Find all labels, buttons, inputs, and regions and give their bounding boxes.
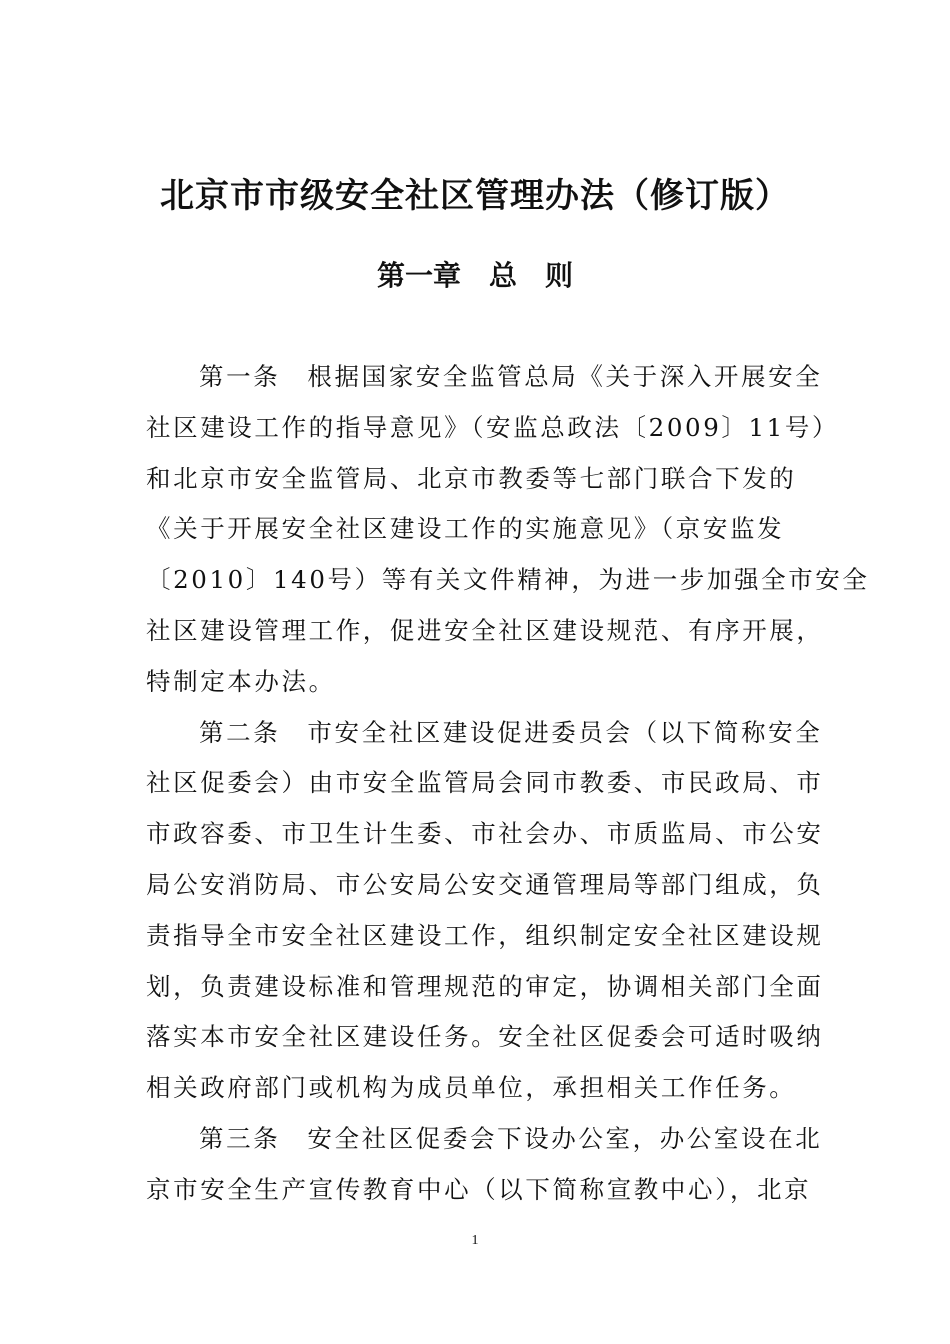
page-number: 1 (471, 1233, 479, 1248)
body-text (146, 352, 870, 1216)
article-1-line-6: 社区建设管理工作，促进安全社区建设规范、有序开展， (146, 615, 824, 645)
article-2-line-6: 划，负责建设标准和管理规范的审定，协调相关部门全面 (146, 971, 824, 1001)
article-1-line-1: 第一条 根据国家安全监管总局《关于深入开展安全 (199, 362, 823, 391)
article-2-line-1: 第二条 市安全社区建设促进委员会（以下简称安全 (199, 717, 823, 747)
article-3-line-1: 第三条 安全社区促委会下设办公室，办公室设在北 (199, 1123, 823, 1153)
article-1-line-7: 特制定本办法。 (146, 666, 336, 696)
article-3-line-2: 京市安全生产宣传教育中心（以下简称宣教中心），北京 (146, 1174, 812, 1204)
article-2-line-4: 局公安消防局、市公安局公安交通管理局等部门组成，负 (146, 869, 824, 899)
article-2-line-3: 市政容委、市卫生计生委、市社会办、市质监局、市公安 (146, 819, 824, 849)
article-2-line-5: 责指导全市安全社区建设工作，组织制定安全社区建设规 (146, 920, 824, 950)
document-title: 北京市市级安全社区管理办法（修订版） (160, 176, 790, 216)
article-2-line-8: 相关政府部门或机构为成员单位，承担相关工作任务。 (146, 1073, 797, 1103)
chapter-heading: 第一章 总 则 (376, 259, 573, 292)
article-2-line-7: 落实本市安全社区建设任务。安全社区促委会可适时吸纳 (146, 1022, 824, 1052)
article-1-line-2: 社区建设工作的指导意见》（安监总政法〔2009〕11号） (146, 412, 840, 442)
article-2-line-2: 社区促委会）由市安全监管局会同市教委、市民政局、市 (146, 768, 824, 798)
article-1-line-3: 和北京市安全监管局、北京市教委等七部门联合下发的 (146, 463, 797, 493)
article-1-line-4: 《关于开展安全社区建设工作的实施意见》（京安监发 (146, 514, 785, 544)
article-1-line-5: 〔2010〕140号）等有关文件精神，为进一步加强全市安全 (146, 565, 870, 595)
